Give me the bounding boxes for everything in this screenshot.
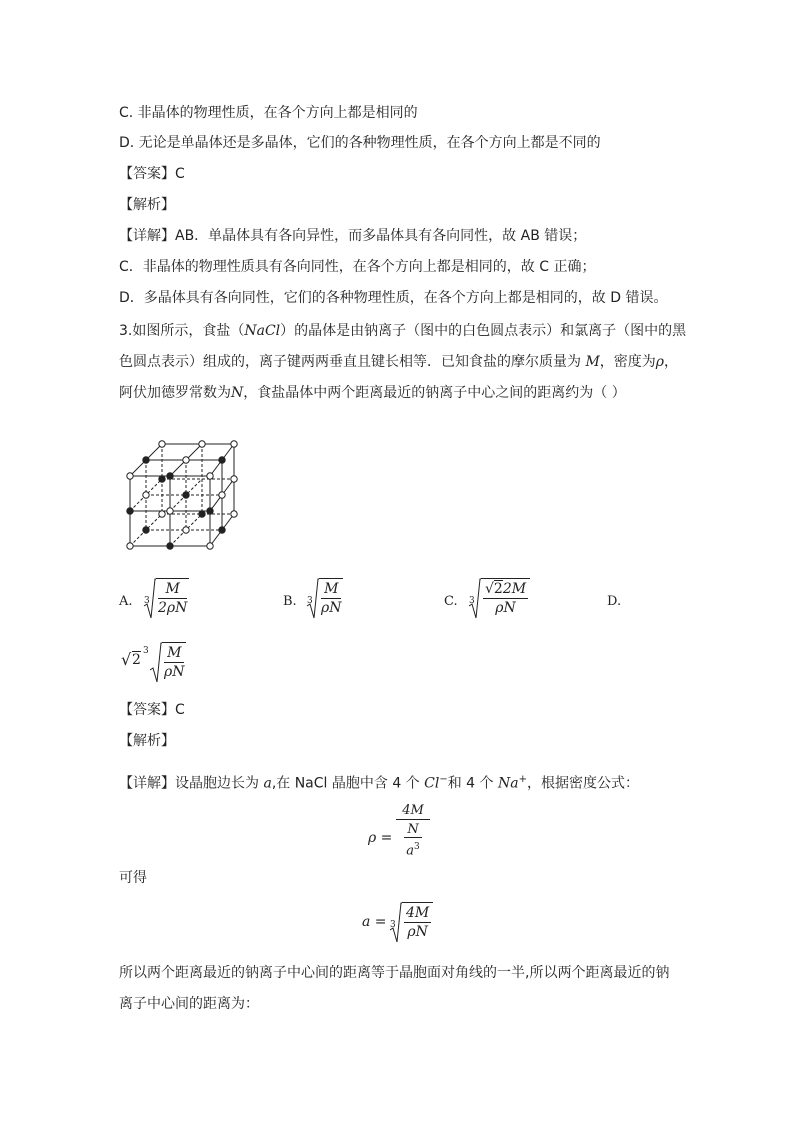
sodium-ion (219, 492, 225, 498)
sodium-ion (183, 527, 189, 533)
detail-d: D．多晶体具有各向同性，它们的各种物理性质，在各个方向上都是相同的，故 D 错误。 (119, 290, 668, 306)
sodium-ion (167, 508, 173, 514)
answer-label-1: 【答案】C (119, 166, 185, 182)
analysis-label-2: 【解析】 (119, 733, 175, 749)
density-equation: ρ = 4M N $a^3$ (368, 802, 448, 862)
option-a-label: A. (119, 594, 133, 609)
chloride-ion (167, 543, 173, 549)
detail-ab: 【详解】AB．单晶体具有各向异性，而多晶体具有各向同性，故 AB 错误； (119, 228, 587, 244)
chloride-ion (219, 457, 225, 463)
option-b-label: B. (283, 594, 297, 609)
sodium-ion (207, 543, 213, 549)
chloride-ion (207, 508, 213, 514)
conclusion-line-2: 离子中心间的距离为： (119, 996, 259, 1012)
question-3-line-3: 阿伏加德罗常数为N，食盐晶体中两个距离最近的钠离子中心之间的距离约为（ ） (119, 385, 626, 401)
sodium-ion (207, 473, 213, 479)
sodium-ion (231, 476, 237, 482)
sodium-ion (199, 441, 205, 447)
sodium-ion (231, 441, 237, 447)
conclusion-line-1: 所以两个距离最近的钠离子中心间的距离等于晶胞面对角线的一半,所以两个距离最近的钠 (119, 965, 670, 981)
sodium-ion (231, 511, 237, 517)
radical-sign (388, 902, 402, 944)
question-3-line-2: 色圆点表示）组成的，离子键两两垂直且键长相等．已知食盐的摩尔质量为 M，密度为ρ， (119, 354, 679, 370)
sodium-ion (127, 543, 133, 549)
chloride-ion (219, 527, 225, 533)
chloride-ion (143, 457, 149, 463)
option-d-statement: D. 无论是单晶体还是多晶体，它们的各种物理性质，在各个方向上都是不同的 (119, 135, 601, 151)
sodium-ion (159, 441, 165, 447)
edge-length-equation: a = 3 $\frac{4M}{\rho N}$ (362, 900, 452, 946)
radical-sign (467, 578, 481, 620)
chloride-ion (143, 527, 149, 533)
option-c-statement: C. 非晶体的物理性质，在各个方向上都是相同的 (119, 105, 418, 121)
detail-c: C．非晶体的物理性质具有各向同性，在各个方向上都是相同的，故 C 正确； (119, 259, 596, 275)
option-d-label: D. (607, 594, 622, 609)
answer-label-2: 【答案】C (119, 702, 185, 718)
sodium-ion (183, 457, 189, 463)
nacl-lattice-figure (122, 436, 242, 556)
chloride-ion (199, 511, 205, 517)
sodium-ion (159, 511, 165, 517)
analysis-label-1: 【解析】 (119, 197, 175, 213)
radical-sign (305, 578, 319, 620)
sodium-ion (127, 473, 133, 479)
radical-sign (148, 642, 162, 684)
chloride-ion (183, 492, 189, 498)
question-3-line-1: 3.如图所示，食盐（NaCl）的晶体是由钠离子（图中的白色圆点表示）和氯离子（图中的黑 (119, 323, 687, 339)
sodium-ion (143, 492, 149, 498)
chloride-ion (127, 508, 133, 514)
chloride-ion (167, 473, 173, 479)
option-d-formula: √ 2 3 $\frac{M}{\rho N}$ (121, 640, 201, 686)
option-c-label: C. (444, 594, 458, 609)
kede-text: 可得 (119, 870, 147, 886)
radical-sign (142, 578, 156, 620)
chloride-ion (159, 476, 165, 482)
detail-2-line: 【详解】设晶胞边长为 a,在 NaCl 晶胞中含 4 个 Cl−和 4 个 Na+，根据密度公式： (119, 774, 639, 792)
